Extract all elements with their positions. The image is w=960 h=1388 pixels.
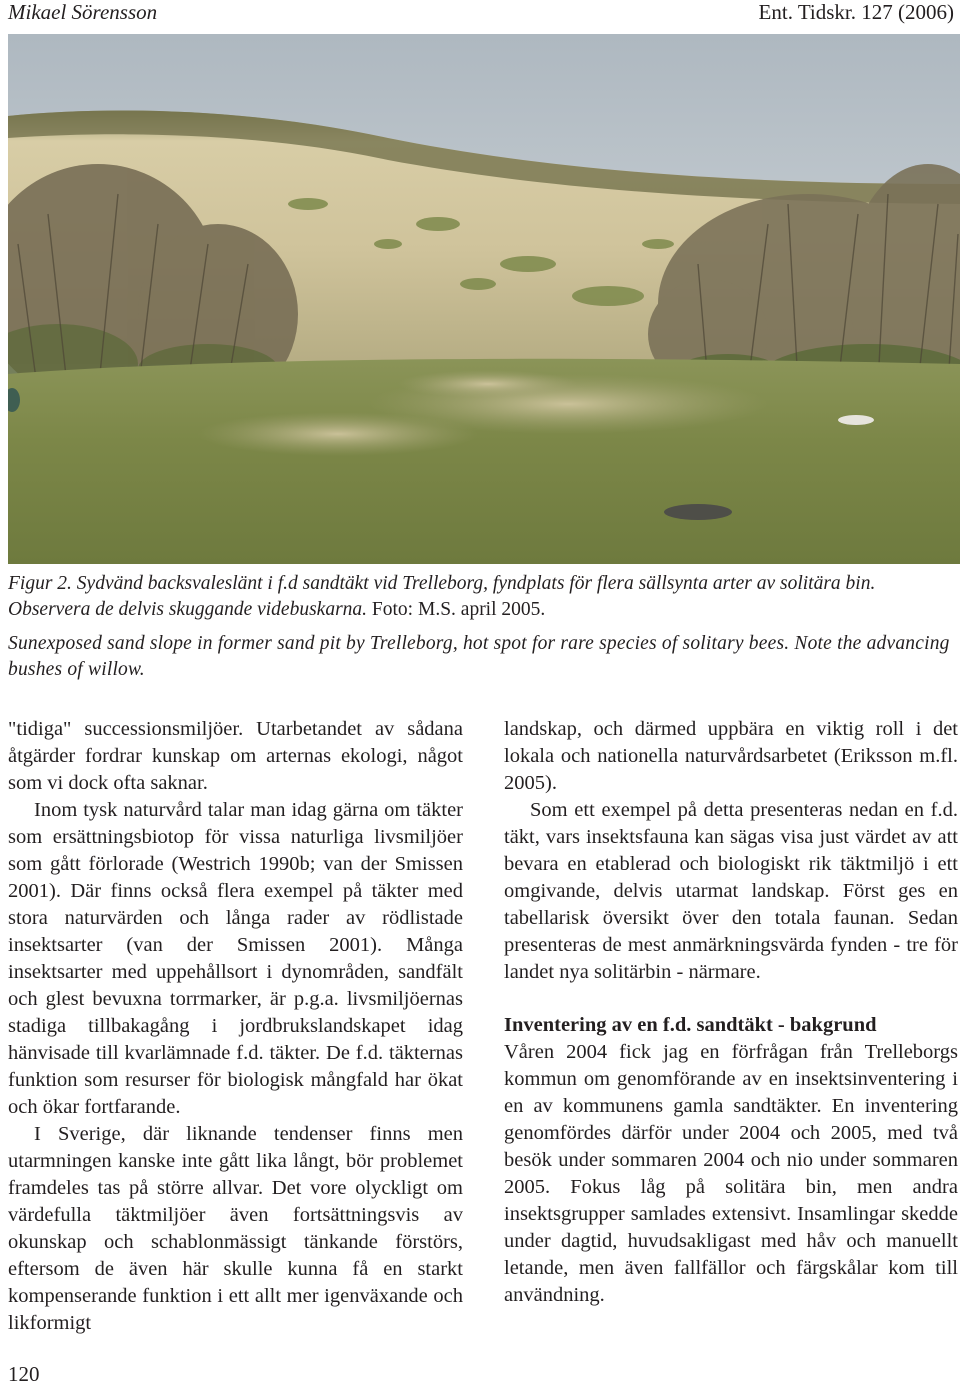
- page-number: 120: [8, 1362, 40, 1386]
- body-column-left: [8, 716, 463, 1337]
- body-paragraph: Inom tysk naturvård talar man idag gärna om täkter som ersättningsbiotop för vissa naturliga livsmiljöer som gått förlorade (Westrich 1990b; van der Smissen 2001). Där finns också flera exempel på täkter med stora naturvärden och långa rader av rödlistade insektsarter (van der Smissen 2001). Många insektsarter med uppehållsort i dynområden, sandfält och glest bevuxna torrmarker, är p.g.a. livsmiljöernas stadiga tillbakagång i jordbrukslandskapet idag hänvisade till kvarlämnade f.d. täkter. De f.d. täkternas funktion som resurser för biologisk mångfald har ökat och ökar fortfarande.: [8, 799, 463, 1118]
- body-paragraph: "tidiga" successionsmiljöer. Utarbetandet av sådana åtgärder fordrar kunskap om arternas ekologi, något som vi dock ofta saknar.: [8, 718, 463, 794]
- photo-credit: Foto: M.S. april 2005.: [371, 599, 546, 620]
- figure-caption-english: Sunexposed sand slope in former sand pit by Trelleborg, hot spot for rare species of solitary bees. Note the advancing bushes of willow.: [8, 633, 950, 680]
- sand-slope-photo: [8, 34, 960, 564]
- figure-photo: [8, 34, 960, 564]
- body-paragraph: landskap, och därmed uppbära en viktig roll i det lokala och nationella naturvårdsarbetet (Eriksson m.fl. 2005).: [504, 718, 958, 794]
- section-heading: Inventering av en f.d. sandtäkt - bakgrund: [504, 1014, 877, 1036]
- running-head-author: Mikael Sörensson: [8, 0, 158, 24]
- figure-caption: [8, 571, 958, 683]
- body-paragraph: I Sverige, där liknande tendenser finns men utarmningen kanske inte gått lika långt, bör problemet framdeles tas på större allvar. Det vore olyckligt om värdefulla täktmiljöer även fortsättningsvis av okunskap och schablonmässigt tänkande förstörs, eftersom de även här skulle kunna få en starkt kompenserande funktion i ett allt mer igenväxande och likformigt: [8, 1123, 463, 1334]
- section-paragraph: Våren 2004 fick jag en förfrågan från Trelleborgs kommun om genomförande av en insektsinventering i en av kommunens gamla sandtäkter. En inventering genomfördes därför under 2004 och 2005, med två besök under sommaren 2004 och nio under sommaren 2005. Fokus låg på solitära bin, men andra insektsgrupper samlades extensivt. Insamlingar skedde under dagtid, huvudsakligast med håv och manuellt letande, men även fallfällor och färgskålar kom till användning.: [504, 1041, 958, 1306]
- figure-caption-swedish-text: Figur 2. Sydvänd backsvaleslänt i f.d sandtäkt vid Trelleborg, fyndplats för flera sällsynta arter av solitära bin. Observera de delvis skuggande videbuskarna.: [8, 573, 876, 620]
- running-head: [0, 0, 960, 26]
- figure-caption-swedish: [8, 571, 958, 623]
- body-column-right: [504, 716, 958, 1309]
- running-head-journal: Ent. Tidskr. 127 (2006): [758, 0, 954, 24]
- body-paragraph: Som ett exempel på detta presenteras nedan en f.d. täkt, vars insektsfauna kan sägas visa just värdet av att bevara en etablerad och biologiskt rik täktmiljö i ett omgivande, delvis utarmat landskap. Först ges en tabellarisk översikt över den totala faunan. Sedan presenteras de mest anmärkningsvärda fynden - tre för landet nya solitärbin - närmare.: [504, 799, 958, 983]
